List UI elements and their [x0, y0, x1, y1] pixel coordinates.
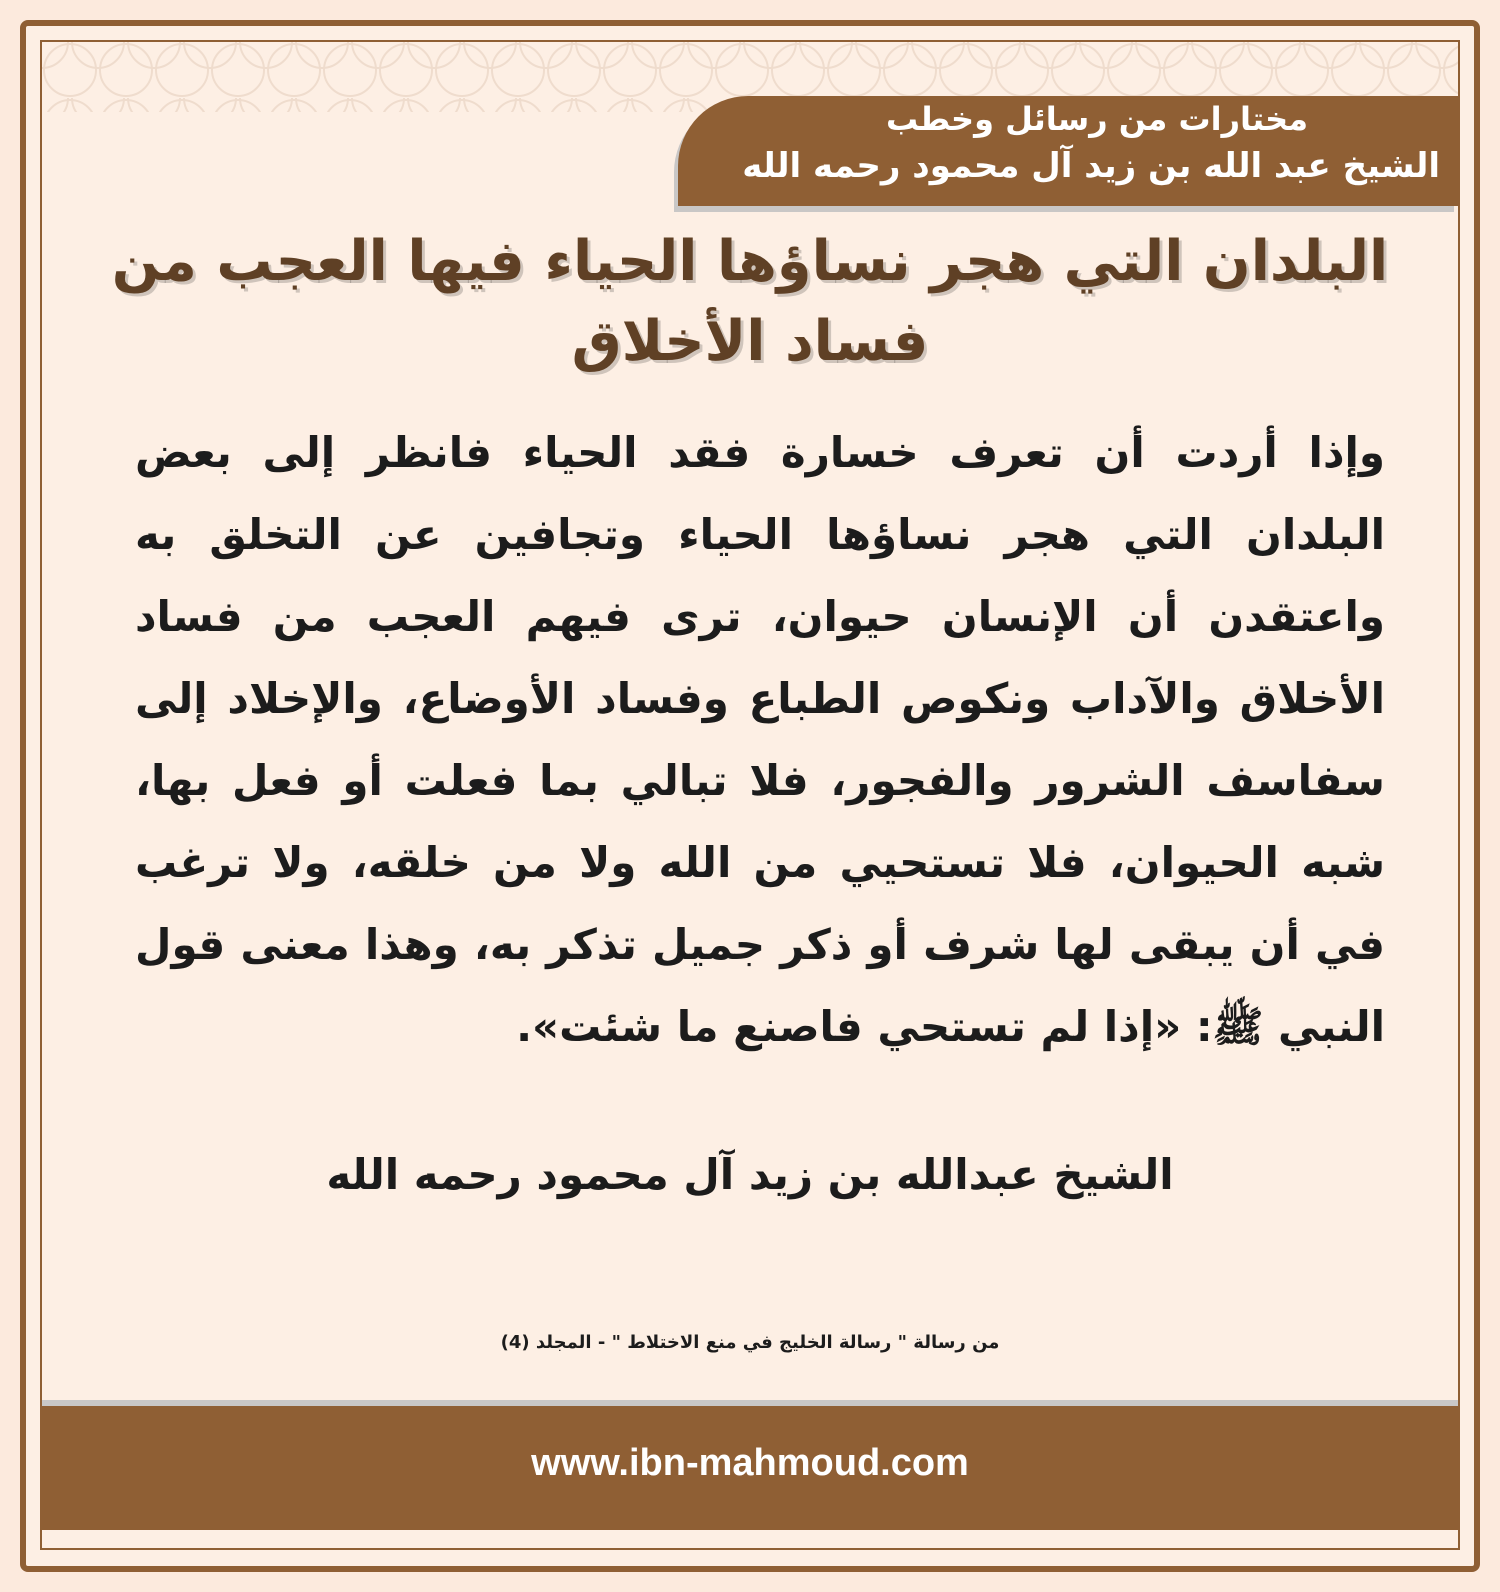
website-link[interactable]: www.ibn-mahmoud.com	[531, 1442, 969, 1484]
article-title: البلدان التي هجر نساؤها الحياء فيها العجب من فساد الأخلاق	[111, 229, 1389, 374]
author-signature: الشيخ عبدالله بن زيد آل محمود رحمه الله	[326, 1150, 1174, 1199]
header-banner	[678, 96, 1458, 206]
header-series-title: مختارات من رسائل وخطب	[885, 100, 1308, 138]
article-body: وإذا أردت أن تعرف خسارة فقد الحياء فانظر إلى بعض البلدان التي هجر نساؤها الحياء وتجافين عن التخلق به واعتقدن أن الإنسان حيوان، ترى فيهم العجب من فساد الأخلاق والآداب ونكوص الطباع وفساد الأوضاع، والإخلاد إلى سفاسف الشرور والفجور، فلا تبالي بما فعلت أو فعل بها، شبه الحيوان، فلا تستحيي من الله ولا من خلقه، ولا ترغب في أن يبقى لها شرف أو ذكر جميل تذكر به، وهذا معنى قول النبي ﷺ: «إذا لم تستحي فاصنع ما شئت».	[135, 428, 1385, 1051]
source-citation: من رسالة " رسالة الخليج في منع الاختلاط " - المجلد (4)	[500, 1332, 1000, 1353]
footer-banner	[42, 1406, 1458, 1530]
header-author-name: الشيخ عبد الله بن زيد آل محمود رحمه الله	[742, 146, 1440, 186]
